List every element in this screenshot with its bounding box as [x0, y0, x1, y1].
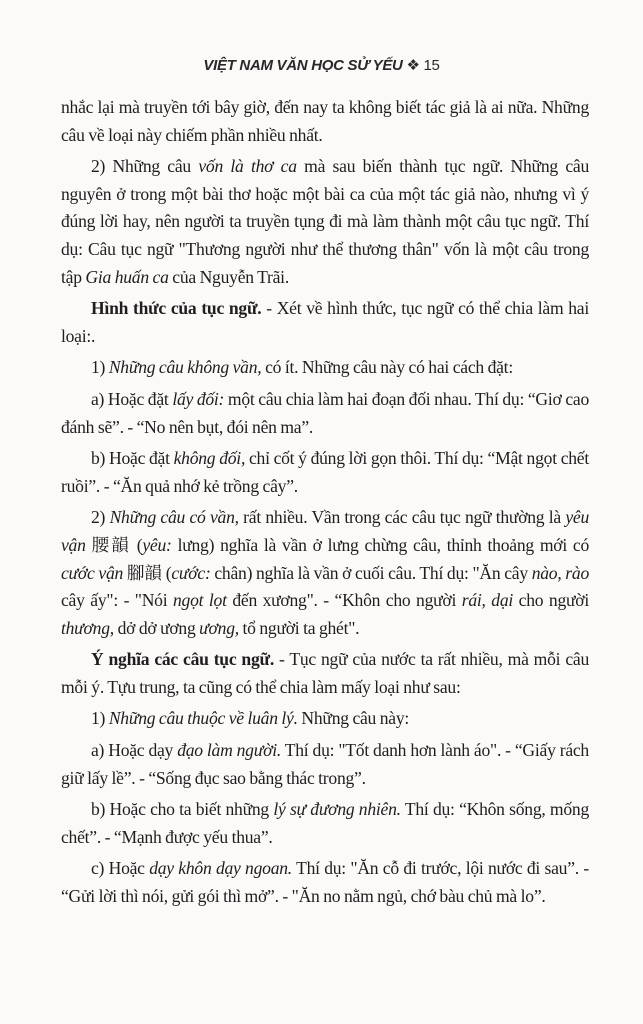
- paragraph: [61, 94, 589, 149]
- italic-text: vốn là thơ ca: [198, 156, 297, 177]
- text-run: b) Hoặc cho ta biết những: [91, 799, 274, 820]
- text-run: - Tục ngữ của nước ta rất nhiều, mà mỗi câu mỗi ý. Tựu trung, ta cũng có thể chia làm mấy loại như sau:: [61, 649, 590, 697]
- text-run: - Xét về hình thức, tục ngữ có thể chia làm hai loại:.: [61, 298, 589, 346]
- text-run: b) Hoặc đặt: [91, 448, 174, 469]
- text-run: Thí dụ: “Khôn sống, mống chết”. - “Mạnh được yếu thua”.: [61, 799, 589, 847]
- italic-text: ngọt lọt: [173, 590, 227, 611]
- paragraph: [61, 153, 589, 291]
- text-run: 2) Những câu: [91, 156, 199, 177]
- paragraph: [61, 705, 589, 733]
- text-run: 2): [91, 507, 110, 528]
- paragraph: [61, 386, 589, 441]
- diamond-separator-icon: ❖: [406, 57, 420, 74]
- running-header: [0, 56, 643, 74]
- paragraph: [61, 855, 589, 910]
- text-run: mà sau biến thành tục ngữ. Những câu nguyên ở trong một bài thơ hoặc một bài ca của một tác giả nào, nhưng vì ý đúng lời hay, nên người ta truyền tụng đi mà làm thành một câu tục ngữ. Thí dụ: Câu tục ngữ "Thương người như thể thương thân" vốn là một câu trong tập: [61, 156, 589, 287]
- text-run: 1): [91, 708, 109, 729]
- book-title: VIỆT NAM VĂN HỌC SỬ YẾU: [203, 57, 403, 74]
- italic-text: cước:: [171, 562, 211, 583]
- italic-text: cước vận: [61, 562, 124, 583]
- text-run: Thí dụ: "Tốt danh hơn lành áo". - “Giấy rách giữ lấy lề”. - “Sống đục sao bằng thác trong”.: [61, 740, 589, 788]
- text-run: cây ấy": - "Nói: [61, 590, 173, 611]
- page-number: 15: [423, 57, 440, 74]
- italic-text: yêu vận: [61, 507, 589, 555]
- italic-text: lấy đối:: [172, 388, 225, 409]
- bold-heading: Hình thức của tục ngữ.: [91, 298, 262, 319]
- italic-text: Những câu thuộc về luân lý.: [108, 708, 298, 729]
- italic-text: rái, dại: [461, 590, 514, 611]
- italic-text: nào, rào: [531, 562, 589, 583]
- text-run: a) Hoặc đặt: [91, 388, 173, 409]
- paragraph: [61, 504, 589, 642]
- italic-text: dạy khôn dạy ngoan.: [149, 858, 292, 879]
- text-run: 腳韻 (: [123, 562, 172, 583]
- text-run: a) Hoặc dạy: [91, 740, 178, 761]
- page-body-text: [61, 94, 589, 915]
- text-run: một câu chia làm hai đoạn đối nhau. Thí dụ: “Giơ cao đánh sẽ”. - “No nên bụt, đói nên ma”.: [61, 388, 589, 437]
- italic-text: ương,: [199, 617, 239, 638]
- text-run: lưng) nghĩa là vần ở lưng chừng câu, thỉnh thoảng mới có: [171, 534, 590, 555]
- text-run: cho người: [513, 590, 589, 611]
- paragraph: [61, 354, 589, 382]
- bold-heading: Ý nghĩa các câu tục ngữ.: [91, 649, 274, 670]
- text-run: của Nguyễn Trãi.: [168, 266, 289, 287]
- paragraph: [61, 295, 589, 350]
- italic-text: không đối,: [173, 448, 246, 469]
- text-run: chân) nghĩa là vần ở cuối câu. Thí dụ: "Ăn cây: [210, 562, 532, 583]
- italic-text: yêu:: [142, 534, 172, 555]
- text-run: rất nhiều. Vần trong các câu tục ngữ thường là: [238, 507, 566, 528]
- text-run: Những câu này:: [297, 708, 410, 729]
- text-run: 腰韻 (: [85, 534, 143, 555]
- text-run: c) Hoặc: [91, 858, 150, 879]
- text-run: Thí dụ: "Ăn cỗ đi trước, lội nước đi sau”. - “Gửi lời thì nói, gửi gói thì mở”. - "Ăn no nằm ngủ, chớ bàu chủ mà lo”.: [61, 858, 589, 907]
- italic-text: lý sự đương nhiên.: [273, 799, 401, 820]
- text-run: nhắc lại mà truyền tới bây giờ, đến nay ta không biết tác giả là ai nữa. Những câu về loại này chiếm phần nhiều nhất.: [61, 97, 589, 145]
- paragraph: [61, 796, 589, 851]
- text-run: dở dở ương: [113, 617, 200, 638]
- italic-text: thương,: [61, 617, 114, 638]
- text-run: chỉ cốt ý đúng lời gọn thôi. Thí dụ: “Mật ngọt chết ruồi”. - “Ăn quả nhớ kẻ trồng cây”.: [61, 448, 589, 496]
- text-run: tổ người ta ghét".: [238, 617, 360, 638]
- paragraph: [61, 445, 589, 500]
- paragraph: [61, 737, 589, 792]
- italic-text: Những câu có vần,: [109, 507, 239, 528]
- italic-text: Gia huấn ca: [85, 266, 169, 287]
- italic-text: Những câu không vần,: [108, 357, 262, 378]
- paragraph: [61, 646, 589, 701]
- text-run: 1): [91, 357, 109, 378]
- text-run: có ít. Những câu này có hai cách đặt:: [261, 357, 513, 378]
- text-run: đến xương". - “Khôn cho người: [226, 590, 462, 611]
- italic-text: đạo làm người.: [177, 740, 281, 761]
